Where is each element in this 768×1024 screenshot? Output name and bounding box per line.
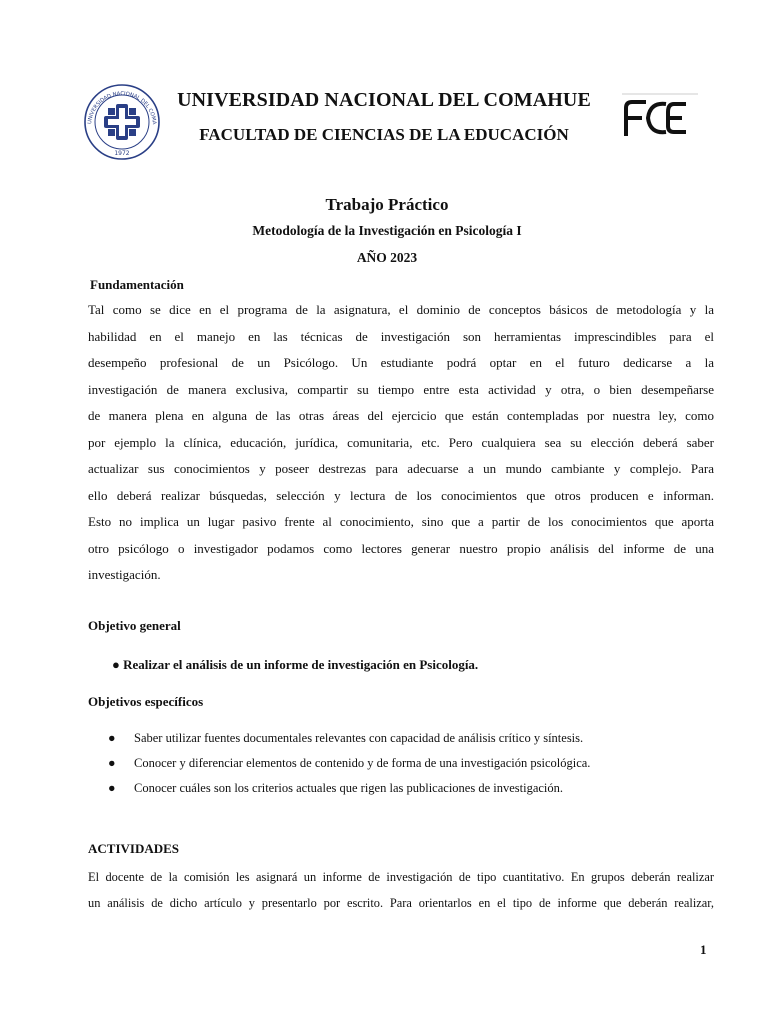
bullet-icon: ● bbox=[108, 731, 116, 745]
faculty-title: FACULTAD DE CIENCIAS DE LA EDUCACIÓN bbox=[199, 125, 569, 144]
list-item bbox=[108, 780, 590, 805]
paragraph-line: de manera plena en alguna de las otras áreas del ejercicio que están contempladas por nuestra ley, como bbox=[88, 408, 714, 423]
fundamentacion-heading: Fundamentación bbox=[90, 277, 184, 292]
paragraph-line: Esto no implica un lugar pasivo frente al conocimiento, sino que a partir de los conocimientos que aporta bbox=[88, 514, 714, 529]
objetivos-especificos-list bbox=[108, 730, 590, 805]
paragraph-line: actualizar sus conocimientos y poseer destrezas para adecuarse a un mundo cambiante y complejo. Para bbox=[88, 461, 714, 476]
paragraph-line: desempeño profesional de un Psicólogo. Un estudiante podrá optar en el futuro dedicarse a la bbox=[88, 355, 714, 370]
paragraph-line: un análisis de dicho artículo y presentarlo por escrito. Para orientarlos en el tipo de informe que deberán realizar, bbox=[88, 896, 714, 910]
document-year: AÑO 2023 bbox=[356, 250, 418, 265]
paragraph-line: El docente de la comisión les asignará un informe de investigación de tipo cuantitativo. En grupos deberán realizar bbox=[88, 870, 714, 884]
bullet-icon: ● bbox=[108, 756, 116, 770]
list-item-text: Conocer cuáles son los criterios actuales que rigen las publicaciones de investigación. bbox=[134, 781, 564, 795]
objetivo-general-heading: Objetivo general bbox=[88, 618, 181, 633]
svg-text:UNIVERSIDAD NACIONAL DEL COMAH: UNIVERSIDAD NACIONAL DEL COMA bbox=[87, 90, 157, 125]
objetivo-general-item: ● Realizar el análisis de un informe de investigación en Psicología. bbox=[112, 657, 479, 672]
paragraph-line: por ejemplo la clínica, educación, jurídica, comunitaria, etc. Pero cualquiera sea su elección deberá saber bbox=[88, 434, 714, 450]
paragraph-line: otro psicólogo o investigador podamos como lectores generar nuestro propio análisis del informe de una bbox=[88, 540, 714, 556]
list-item-text: Conocer y diferenciar elementos de contenido y de forma de una investigación psicológica. bbox=[134, 756, 591, 770]
page-number: 1 bbox=[700, 942, 707, 957]
list-item bbox=[108, 730, 590, 755]
paragraph-line: investigación de manera exclusiva, compartir su tiempo entre esta actividad y otra, o bien desempeñarse bbox=[88, 381, 714, 397]
list-item bbox=[108, 755, 590, 780]
svg-text:1972: 1972 bbox=[114, 150, 130, 157]
objetivos-especificos-heading: Objetivos específicos bbox=[88, 694, 204, 709]
paragraph-line: ello deberá realizar búsquedas, selección y lectura de los conocimientos que otros producen e informan. bbox=[88, 487, 714, 503]
fundamentacion-paragraph bbox=[88, 297, 714, 589]
paragraph-line: Tal como se dice en el programa de la asignatura, el dominio de conceptos básicos de metodología y la bbox=[88, 302, 714, 317]
paragraph-line: investigación. bbox=[88, 567, 161, 582]
bullet-icon: ● bbox=[108, 781, 116, 795]
document-title: Trabajo Práctico bbox=[325, 195, 449, 214]
faculty-logo bbox=[620, 92, 700, 142]
paragraph-line: habilidad en el manejo en las técnicas de investigación son herramientas imprescindibles para el bbox=[88, 328, 714, 344]
list-item-text: Saber utilizar fuentes documentales relevantes con capacidad de análisis crítico y síntesis. bbox=[134, 731, 584, 745]
university-title: UNIVERSIDAD NACIONAL DEL COMAHUE bbox=[177, 89, 591, 111]
actividades-paragraph bbox=[88, 864, 714, 916]
actividades-heading: ACTIVIDADES bbox=[88, 841, 180, 856]
subject-title: Metodología de la Investigación en Psicología I bbox=[252, 223, 522, 238]
